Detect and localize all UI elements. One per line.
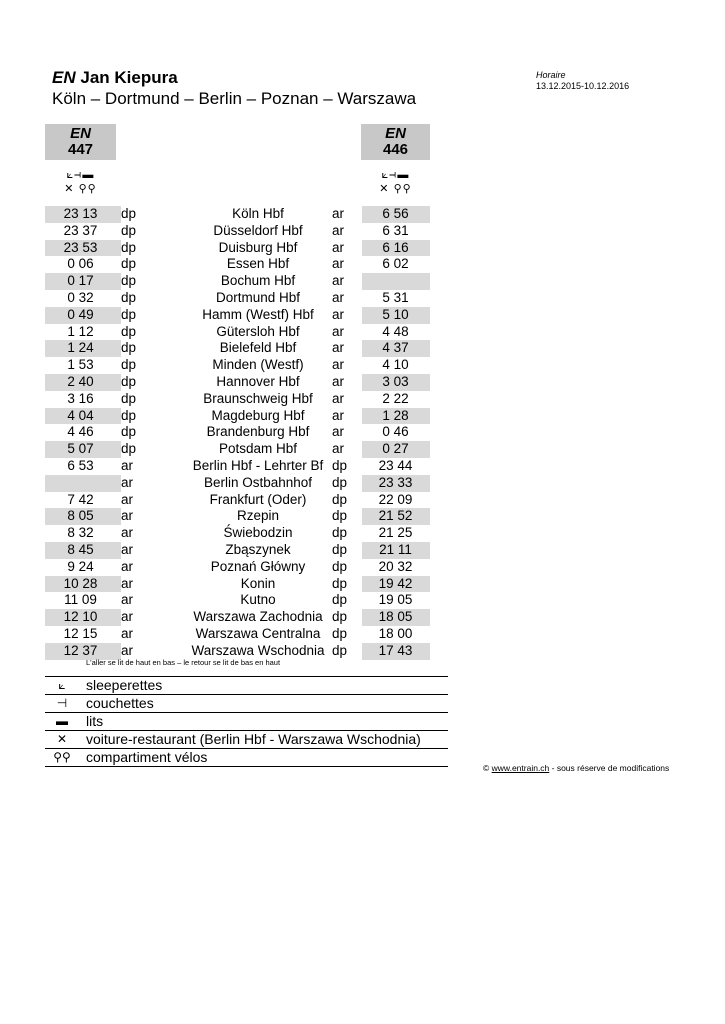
- train-name: Jan Kiepura: [80, 68, 178, 87]
- legend-text: compartiment vélos: [86, 749, 208, 765]
- horaire-dates: 13.12.2015-10.12.2016: [536, 81, 630, 91]
- dir-right: ar: [332, 408, 362, 425]
- dir-right: ar: [332, 323, 345, 339]
- table-row: [45, 458, 430, 475]
- dir-left: dp: [121, 408, 161, 425]
- table-row: [45, 609, 430, 626]
- station-name: Bielefeld Hbf: [161, 340, 355, 357]
- dir-left: dp: [121, 374, 161, 391]
- dir-right: ar: [332, 374, 362, 391]
- time-left: 0 17: [67, 273, 94, 289]
- dir-left: ar: [121, 525, 134, 541]
- time-left: 12 10: [63, 609, 98, 625]
- station-name: Konin: [161, 576, 355, 593]
- dir-left: dp: [121, 340, 161, 357]
- legend-row: [45, 712, 448, 730]
- dir-right: ar: [332, 273, 362, 290]
- time-right: 20 32: [378, 558, 413, 574]
- table-row: [45, 256, 430, 273]
- train-header-right: [361, 124, 430, 160]
- time-left: 10 28: [63, 575, 98, 591]
- table-row: [45, 307, 430, 324]
- table-row: [45, 592, 430, 609]
- time-right: 4 48: [382, 323, 409, 339]
- station-name: Rzepin: [161, 508, 355, 525]
- time-left: 5 07: [67, 441, 94, 457]
- train-left-services: [45, 168, 116, 196]
- time-right: 21 25: [378, 525, 413, 541]
- services-icons-line2: ✕ ⚲⚲: [64, 183, 97, 195]
- station-name: Bochum Hbf: [161, 273, 355, 290]
- table-row: [45, 391, 430, 408]
- station-name: Düsseldorf Hbf: [213, 222, 303, 238]
- dir-left: ar: [121, 576, 161, 593]
- table-row: [45, 340, 430, 357]
- table-row: [45, 424, 430, 441]
- bicycle-icon: ⚲⚲: [53, 750, 71, 764]
- dir-right: dp: [332, 576, 362, 593]
- time-left: 12 37: [63, 642, 98, 658]
- time-right: 4 10: [382, 357, 409, 373]
- station-name: Brandenburg Hbf: [206, 424, 310, 440]
- document-title: [52, 68, 178, 88]
- dir-left: dp: [121, 256, 137, 272]
- time-right: 17 43: [378, 642, 413, 658]
- station-name: Warszawa Centralna: [195, 625, 321, 641]
- time-right: 1 28: [382, 407, 409, 423]
- dir-right: ar: [332, 441, 362, 458]
- legend-row: [45, 694, 448, 712]
- station-name: Berlin Hbf - Lehrter Bf: [192, 457, 324, 473]
- dir-left: dp: [121, 273, 161, 290]
- time-right: 3 03: [382, 373, 409, 389]
- dir-right: dp: [332, 592, 348, 608]
- dir-left: dp: [121, 307, 161, 324]
- services-icons-line2: ✕ ⚲⚲: [379, 183, 412, 195]
- train-type: EN: [52, 68, 76, 87]
- dir-right: dp: [332, 625, 348, 641]
- table-row: [45, 492, 430, 509]
- station-name: Hamm (Westf) Hbf: [161, 307, 355, 324]
- time-right: 23 33: [378, 474, 413, 490]
- time-left: 9 24: [67, 558, 94, 574]
- time-right: 19 05: [378, 592, 413, 608]
- dir-right: ar: [332, 222, 345, 238]
- dir-left: dp: [121, 441, 161, 458]
- time-left: 8 32: [67, 525, 94, 541]
- table-row: [45, 626, 430, 643]
- website-link[interactable]: www.entrain.ch: [491, 763, 550, 773]
- couchette-icon: ⊣: [56, 696, 68, 710]
- time-left: 11 09: [64, 592, 97, 608]
- train-header-left: [45, 124, 116, 160]
- time-right: 6 56: [382, 206, 409, 221]
- table-row: [45, 441, 430, 458]
- dir-left: dp: [121, 424, 137, 440]
- table-row: [45, 643, 430, 660]
- restaurant-icon: ✕: [56, 732, 68, 746]
- train-right-number: 446: [382, 141, 409, 158]
- dir-left: dp: [121, 357, 137, 373]
- copyright-symbol: ©: [483, 763, 490, 773]
- station-name: Warszawa Zachodnia: [161, 609, 355, 626]
- dir-left: ar: [121, 609, 161, 626]
- time-left: 1 12: [67, 323, 94, 339]
- dir-right: dp: [332, 643, 362, 660]
- table-row: [45, 408, 430, 425]
- time-left: 6 53: [67, 457, 94, 473]
- table-row: [45, 273, 430, 290]
- time-right: 18 00: [378, 625, 413, 641]
- dir-left: ar: [121, 592, 134, 608]
- station-name: Duisburg Hbf: [161, 240, 355, 257]
- legend-text: couchettes: [86, 695, 154, 711]
- footer: [483, 763, 669, 773]
- time-right: 6 31: [382, 222, 409, 238]
- station-name: Frankfurt (Oder): [209, 491, 307, 507]
- dir-right: ar: [332, 424, 345, 440]
- time-right: 6 02: [382, 256, 409, 272]
- time-left: 12 15: [63, 625, 98, 641]
- train-right-services: [361, 168, 430, 196]
- station-name: Hannover Hbf: [161, 374, 355, 391]
- dir-left: ar: [121, 542, 161, 559]
- dir-right: ar: [332, 357, 345, 373]
- time-right: 22 09: [378, 491, 413, 507]
- dir-right: dp: [332, 508, 362, 525]
- time-left: 4 04: [67, 407, 94, 423]
- table-row: [45, 525, 430, 542]
- station-name: Dortmund Hbf: [215, 289, 301, 305]
- time-left: 4 46: [67, 424, 94, 440]
- legend: [45, 676, 448, 767]
- bed-icon: ▬: [56, 714, 68, 728]
- time-left: 0 32: [67, 289, 94, 305]
- dir-left: dp: [121, 222, 137, 238]
- time-left: 23 13: [63, 206, 98, 221]
- sleeperette-icon: ⟀: [58, 678, 66, 692]
- time-left: 3 16: [67, 390, 94, 406]
- footer-disclaimer: - sous réserve de modifications: [549, 763, 670, 773]
- station-name: Świebodzin: [223, 525, 293, 541]
- train-left-type: EN: [70, 125, 91, 142]
- time-right: 18 05: [378, 609, 413, 625]
- station-name: Potsdam Hbf: [161, 441, 355, 458]
- dir-left: ar: [121, 491, 134, 507]
- dir-left: ar: [121, 625, 134, 641]
- timetable: [45, 206, 430, 660]
- table-row: [45, 576, 430, 593]
- dir-right: ar: [332, 307, 362, 324]
- dir-right: ar: [332, 390, 345, 406]
- time-right: 21 11: [379, 541, 412, 557]
- legend-text: sleeperettes: [86, 677, 163, 693]
- station-name: Poznań Główny: [210, 558, 306, 574]
- dir-right: ar: [332, 240, 362, 257]
- time-right: 6 16: [382, 239, 409, 255]
- train-left-number: 447: [67, 141, 94, 158]
- dir-left: dp: [121, 390, 137, 406]
- table-row: [45, 357, 430, 374]
- time-right: 2 22: [382, 390, 409, 406]
- dir-left: ar: [121, 643, 161, 660]
- time-left: 0 49: [67, 306, 94, 322]
- table-row: [45, 559, 430, 576]
- table-row: [45, 475, 430, 492]
- dir-right: ar: [332, 340, 362, 357]
- dir-left: ar: [121, 457, 134, 473]
- dir-left: ar: [121, 475, 161, 492]
- table-row: [45, 374, 430, 391]
- time-right: 0 27: [382, 441, 409, 457]
- dir-left: dp: [121, 323, 137, 339]
- dir-right: ar: [332, 289, 345, 305]
- time-right: 19 42: [378, 575, 413, 591]
- table-row: [45, 240, 430, 257]
- time-left: 1 24: [67, 340, 94, 356]
- legend-row: [45, 676, 448, 694]
- route-subtitle: Köln – Dortmund – Berlin – Poznan – Warszawa: [52, 89, 417, 108]
- legend-text: voiture-restaurant (Berlin Hbf - Warszawa Wschodnia): [86, 731, 421, 747]
- station-name: Minden (Westf): [212, 357, 304, 373]
- time-left: 8 45: [67, 541, 94, 557]
- dir-left: ar: [121, 508, 161, 525]
- station-name: Magdeburg Hbf: [161, 408, 355, 425]
- time-right: 23 44: [378, 457, 413, 473]
- station-name: Köln Hbf: [161, 206, 355, 223]
- legend-text: lits: [86, 713, 104, 729]
- time-right: 0 46: [382, 424, 409, 440]
- time-left: 8 05: [67, 508, 94, 524]
- horaire-label: Horaire: [536, 70, 566, 80]
- dir-right: dp: [332, 491, 348, 507]
- reading-note: L'aller se lit de haut en bas – le retour se lit de bas en haut: [86, 658, 281, 667]
- dir-right: dp: [332, 525, 348, 541]
- dir-left: dp: [121, 289, 137, 305]
- legend-row: [45, 730, 448, 748]
- time-right: 5 10: [382, 306, 409, 322]
- time-right: 5 31: [382, 289, 409, 305]
- time-right: 21 52: [378, 508, 413, 524]
- station-name: Warszawa Wschodnia: [161, 643, 355, 660]
- time-right: 4 37: [382, 340, 409, 356]
- station-name: Essen Hbf: [226, 256, 290, 272]
- dir-right: dp: [332, 558, 348, 574]
- dir-right: dp: [332, 542, 362, 559]
- dir-right: ar: [332, 256, 345, 272]
- station-name: Kutno: [240, 592, 276, 608]
- time-left: 23 53: [63, 239, 98, 255]
- table-row: [45, 542, 430, 559]
- table-row: [45, 290, 430, 307]
- station-name: Berlin Ostbahnhof: [161, 475, 355, 492]
- dir-right: dp: [332, 475, 362, 492]
- table-row: [45, 223, 430, 240]
- dir-right: ar: [332, 206, 362, 223]
- table-row: [45, 324, 430, 341]
- services-icons-line1: ⟀⊣▬: [66, 169, 95, 181]
- station-name: Gütersloh Hbf: [216, 323, 300, 339]
- time-left: 2 40: [67, 373, 94, 389]
- station-name: Zbąszynek: [161, 542, 355, 559]
- services-icons-line1: ⟀⊣▬: [381, 169, 410, 181]
- time-left: 0 06: [67, 256, 94, 272]
- time-left: 7 42: [67, 491, 94, 507]
- dir-left: ar: [121, 558, 134, 574]
- dir-left: dp: [121, 240, 161, 257]
- dir-right: dp: [332, 457, 348, 473]
- dir-left: dp: [121, 206, 161, 223]
- table-row: [45, 508, 430, 525]
- time-left: 23 37: [63, 222, 98, 238]
- time-left: 1 53: [67, 357, 94, 373]
- dir-right: dp: [332, 609, 362, 626]
- legend-row: [45, 748, 448, 767]
- train-right-type: EN: [385, 125, 406, 142]
- station-name: Braunschweig Hbf: [203, 390, 313, 406]
- table-row: [45, 206, 430, 223]
